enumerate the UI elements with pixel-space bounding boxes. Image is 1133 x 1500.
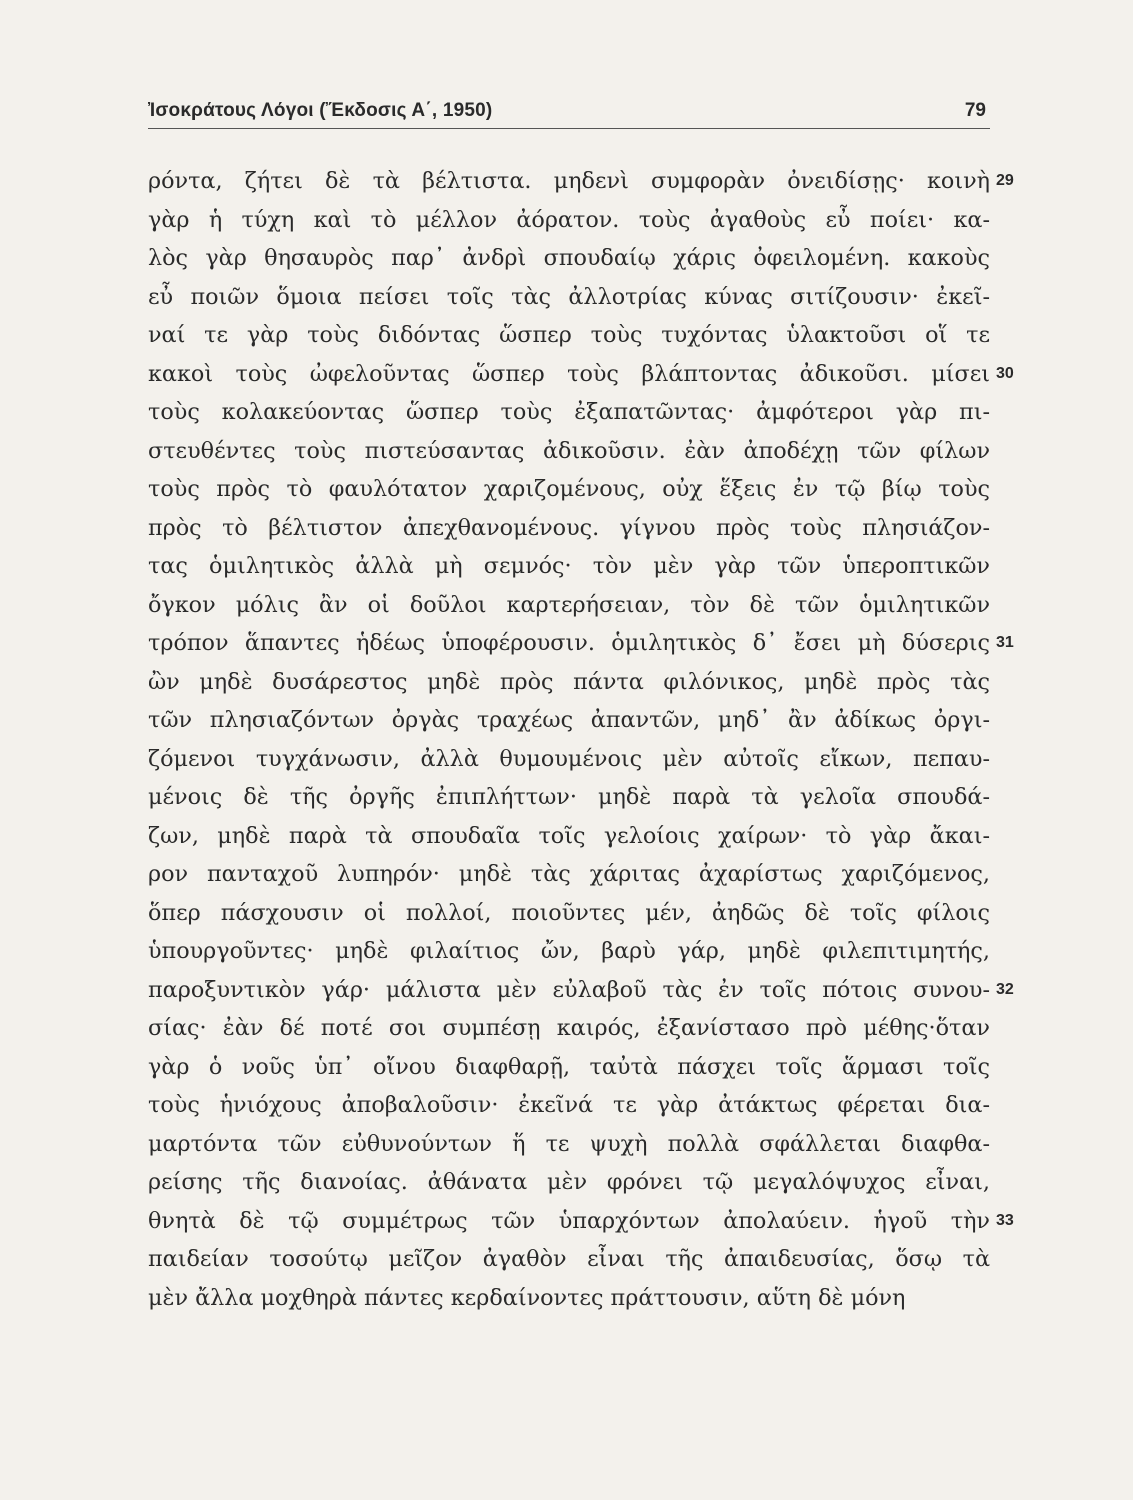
text-line: ζων, μηδὲ παρὰ τὰ σπουδαῖα τοῖς γελοίοις χαίρων· τὸ γὰρ ἄκαι-: [148, 822, 990, 849]
text-line: γὰρ ἡ τύχη καὶ τὸ μέλλον ἀόρατον. τοὺς ἀγαθοὺς εὖ ποίει· κα-: [148, 206, 990, 233]
text-line: κακοὶ τοὺς ὠφελοῦντας ὥσπερ τοὺς βλάπτοντας ἀδικοῦσι. μίσει 30: [148, 355, 990, 394]
text-line: τοὺς πρὸς τὸ φαυλότατον χαριζομένους, οὐχ ἕξεις ἐν τῷ βίῳ τοὺς: [148, 476, 990, 502]
section-number: 30: [996, 364, 1014, 382]
section-number: 33: [996, 1211, 1014, 1229]
text-line: ρόντα, ζήτει δὲ τὰ βέλτιστα. μηδενὶ συμφορὰν ὀνειδίσῃς· κοινὴ 29: [148, 162, 990, 201]
section-number: 32: [996, 980, 1014, 998]
text-line: τοὺς κολακεύοντας ὥσπερ τοὺς ἐξαπατῶντας· ἀμφότεροι γὰρ πι-: [148, 399, 990, 425]
text-line: γὰρ ὁ νοῦς ὑπ᾽ οἴνου διαφθαρῇ, ταὐτὰ πάσχει τοῖς ἅρμασι τοῖς: [148, 1053, 990, 1080]
text-line: θνητὰ δὲ τῷ συμμέτρως τῶν ὑπαρχόντων ἀπολαύειν. ἡγοῦ τὴν 33: [148, 1202, 990, 1241]
text-line: μὲν ἄλλα μοχθηρὰ πάντες κερδαίνοντες πράττουσιν, αὕτη δὲ μόνη: [148, 1284, 906, 1311]
text-line: ὢν μηδὲ δυσάρεστος μηδὲ πρὸς πάντα φιλόνικος, μηδὲ πρὸς τὰς: [148, 668, 990, 695]
text-line: ναί τε γὰρ τοὺς διδόντας ὥσπερ τοὺς τυχόντας ὑλακτοῦσι οἵ τε: [148, 322, 990, 348]
page-number: 79: [964, 100, 986, 121]
greek-text-body: [148, 162, 1014, 1317]
text-line: ζόμενοι τυγχάνωσιν, ἀλλὰ θυμουμένοις μὲν αὐτοῖς εἴκων, πεπαυ-: [148, 745, 990, 772]
text-line: τῶν πλησιαζόντων ὀργὰς τραχέως ἀπαντῶν, μηδ᾽ ἂν ἀδίκως ὀργι-: [148, 707, 990, 733]
section-number: 29: [996, 172, 1014, 189]
text-line: ρον πανταχοῦ λυπηρόν· μηδὲ τὰς χάριτας ἀχαρίστως χαριζόμενος,: [148, 861, 990, 887]
running-title: Ἰσοκράτους Λόγοι (Ἔκδοσις Α΄, 1950): [148, 100, 493, 121]
text-line: ὅπερ πάσχουσιν οἱ πολλοί, ποιοῦντες μέν, ἀηδῶς δὲ τοῖς φίλοις: [148, 899, 990, 926]
text-line: παιδείαν τοσούτῳ μεῖζον ἀγαθὸν εἶναι τῆς ἀπαιδευσίας, ὅσῳ τὰ: [148, 1246, 990, 1272]
text-line: τρόπον ἅπαντες ἡδέως ὑποφέρουσιν. ὁμιλητικὸς δ᾽ ἔσει μὴ δύσερις 31: [148, 624, 990, 663]
text-line: ὑπουργοῦντες· μηδὲ φιλαίτιος ὤν, βαρὺ γάρ, μηδὲ φιλεπιτιμητής,: [148, 938, 990, 964]
text-line: τοὺς ἡνιόχους ἀποβαλοῦσιν· ἐκεῖνά τε γὰρ ἀτάκτως φέρεται δια-: [148, 1092, 990, 1118]
text-line: παροξυντικὸν γάρ· μάλιστα μὲν εὐλαβοῦ τὰς ἐν τοῖς πότοις συνου- 32: [148, 971, 990, 1010]
running-header: [148, 98, 990, 129]
text-line: λὸς γὰρ θησαυρὸς παρ᾽ ἀνδρὶ σπουδαίῳ χάρις ὀφειλομένη. κακοὺς: [148, 245, 990, 271]
text-line: ὄγκον μόλις ἂν οἱ δοῦλοι καρτερήσειαν, τὸν δὲ τῶν ὁμιλητικῶν: [148, 591, 990, 618]
text-line: ρείσης τῆς διανοίας. ἀθάνατα μὲν φρόνει τῷ μεγαλόψυχος εἶναι,: [148, 1169, 990, 1195]
text-line: πρὸς τὸ βέλτιστον ἀπεχθανομένους. γίγνου πρὸς τοὺς πλησιάζον-: [148, 514, 990, 541]
text-line: τας ὁμιλητικὸς ἀλλὰ μὴ σεμνός· τὸν μὲν γὰρ τῶν ὑπεροπτικῶν: [148, 553, 990, 579]
text-line: στευθέντες τοὺς πιστεύσαντας ἀδικοῦσιν. ἐὰν ἀποδέχῃ τῶν φίλων: [148, 437, 990, 464]
section-number: 31: [996, 634, 1014, 651]
text-line: μαρτόντα τῶν εὐθυνούντων ἥ τε ψυχὴ πολλὰ σφάλλεται διαφθα-: [148, 1130, 990, 1157]
text-line: μένοις δὲ τῆς ὀργῆς ἐπιπλήττων· μηδὲ παρὰ τὰ γελοῖα σπουδά-: [148, 784, 990, 810]
text-line: εὖ ποιῶν ὅμοια πείσει τοῖς τὰς ἀλλοτρίας κύνας σιτίζουσιν· ἐκεῖ-: [148, 283, 990, 310]
text-line: σίας· ἐὰν δέ ποτέ σοι συμπέσῃ καιρός, ἐξανίστασο πρὸ μέθης·ὅταν: [148, 1015, 990, 1041]
